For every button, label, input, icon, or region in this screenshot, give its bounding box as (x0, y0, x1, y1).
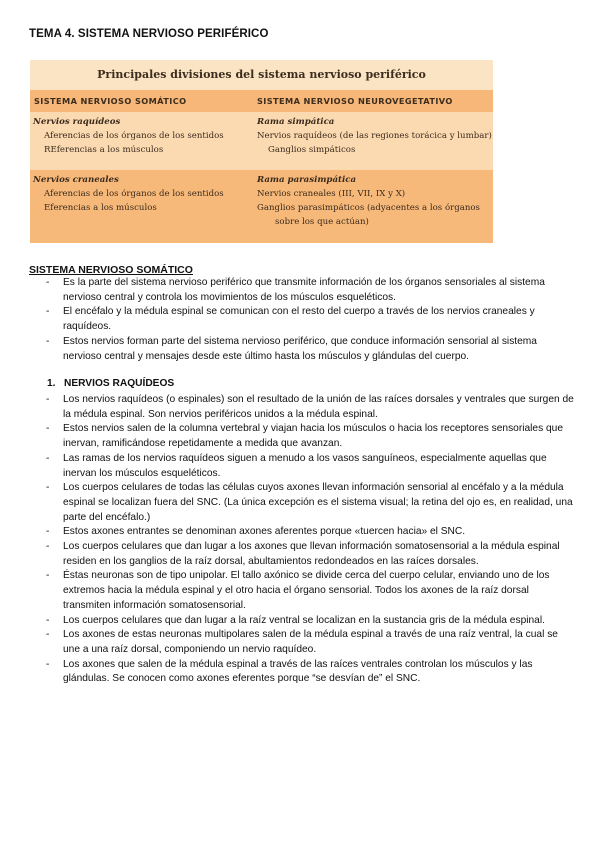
cell-item: Aferencias de los órganos de los sentidos (44, 189, 224, 199)
figure-row-1 (30, 112, 493, 170)
cell-item: sobre los que actúan) (275, 217, 369, 227)
cell-item: Nervios raquídeos (de las regiones torácica y lumbar) (257, 131, 492, 141)
figure-header-row (30, 90, 493, 112)
list-item: - Estos axones entrantes se denominan axones aferentes porque «tuercen hacia» el SNC. (29, 525, 574, 540)
header-somatic: SISTEMA NERVIOSO SOMÁTICO (34, 96, 187, 106)
list-item: - Los cuerpos celulares que dan lugar a los axones que llevan información somatosensorial a la médula espinal residen en los ganglios de la raíz dorsal, abultamientos redondeados en las raíces dorsales. (29, 540, 574, 569)
list-item: - Los axones que salen de la médula espinal a través de las raíces ventrales controlan los músculos y las glándulas. Se conocen como axones eferentes porque “se desvían de” el SNC. (29, 658, 574, 687)
list-item: - El encéfalo y la médula espinal se comunican con el resto del cuerpo a través de los nervios craneales y raquídeos. (29, 305, 574, 334)
subsection-title: 1. NERVIOS RAQUÍDEOS (47, 378, 175, 389)
cell-heading: Rama parasimpática (257, 175, 357, 185)
section-list (29, 276, 574, 364)
cell-heading: Nervios raquídeos (33, 117, 121, 127)
header-autonomic: SISTEMA NERVIOSO NEUROVEGETATIVO (257, 96, 453, 106)
list-item: - Las ramas de los nervios raquídeos siguen a menudo a los vasos sanguíneos, especialmente aquellas que inervan los músculos esqueléticos. (29, 452, 574, 481)
subsection-list (29, 393, 574, 687)
cell-sympathetic (257, 115, 492, 157)
cell-item: Aferencias de los órganos de los sentidos (44, 131, 224, 141)
list-item: - Éstas neuronas son de tipo unipolar. El tallo axónico se divide cerca del cuerpo celular, enviando uno de los extremos hacia la médula espinal y el otro hacia el órgano sensorial. Todos los axones de la raíz dorsal transmiten información somatosensorial. (29, 569, 574, 613)
list-item: - Es la parte del sistema nervioso periférico que transmite información de los órganos sensoriales al sistema nervioso central y controla los movimientos de los músculos esqueléticos. (29, 276, 574, 305)
cell-spinal-nerves (33, 115, 224, 157)
cell-parasympathetic (257, 173, 480, 229)
cell-item: Ganglios simpáticos (268, 145, 356, 155)
figure-title: Principales divisiones del sistema nervioso periférico (30, 60, 493, 90)
cell-item: Nervios craneales (III, VII, IX y X) (257, 189, 406, 199)
cell-heading: Nervios craneales (33, 175, 119, 185)
list-item: - Los nervios raquídeos (o espinales) son el resultado de la unión de las raíces dorsales y ventrales que surgen de la médula espinal. Son nervios periféricos unidos a la médula espinal. (29, 393, 574, 422)
divisions-table-figure (30, 60, 493, 243)
list-item: - Los cuerpos celulares de todas las células cuyos axones llevan información sensorial al encéfalo y a la médula espinal se localizan fuera del SNC. (La única excepción es el sistema visual; la retina del ojo es, en realidad, una parte del encéfalo.) (29, 481, 574, 525)
list-item: - Los axones de estas neuronas multipolares salen de la médula espinal a través de una raíz ventral, la cual se une a una raíz dorsal, componiendo un nervio raquídeo. (29, 628, 574, 657)
figure-row-2 (30, 170, 493, 243)
cell-item: REferencias a los músculos (44, 145, 164, 155)
page-title: TEMA 4. SISTEMA NERVIOSO PERIFÉRICO (29, 28, 269, 40)
cell-item: Eferencias a los músculos (44, 203, 157, 213)
list-item: - Los cuerpos celulares que dan lugar a la raíz ventral se localizan en la sustancia gris de la médula espinal. (29, 614, 574, 629)
section-title: SISTEMA NERVIOSO SOMÁTICO (29, 264, 193, 276)
list-item: - Estos nervios salen de la columna vertebral y viajan hacia los músculos o hacia los receptores sensoriales que inervan, ramificándose repetidamente a medida que avanzan. (29, 422, 574, 451)
cell-heading: Rama simpática (257, 117, 335, 127)
cell-cranial-nerves (33, 173, 224, 215)
cell-item: Ganglios parasimpáticos (adyacentes a los órganos (257, 203, 480, 213)
list-item: - Estos nervios forman parte del sistema nervioso periférico, que conduce información sensorial al sistema nervioso central y mensajes desde este último hasta los músculos y glándulas del cuerpo. (29, 335, 574, 364)
